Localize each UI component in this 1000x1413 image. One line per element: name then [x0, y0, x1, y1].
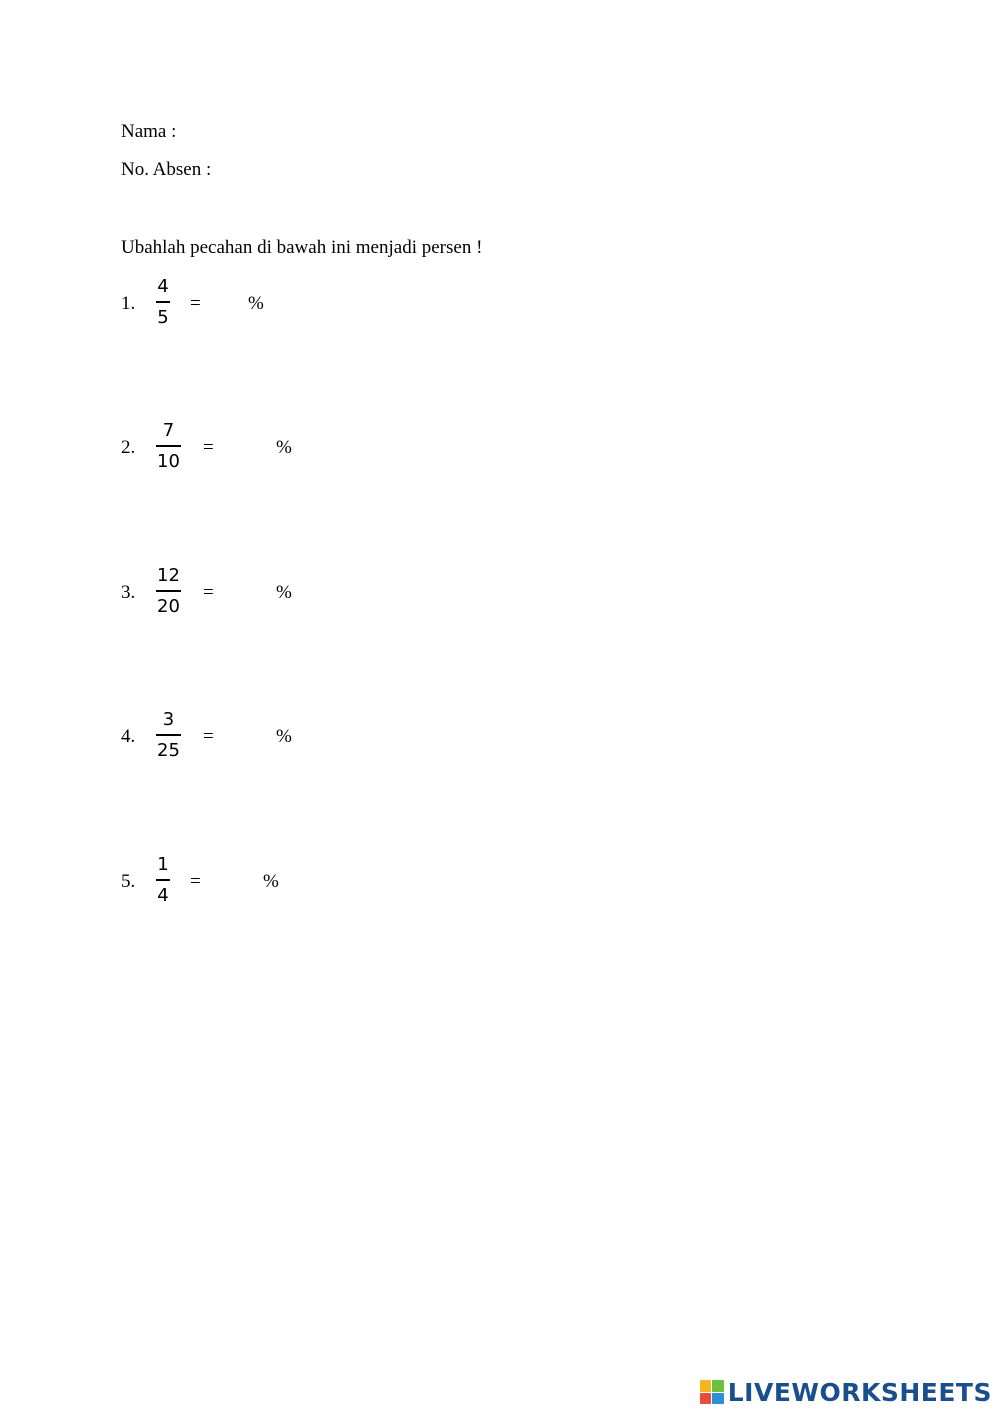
problem-number: 4. — [121, 726, 136, 747]
instruction-text: Ubahlah pecahan di bawah ini menjadi persen ! — [121, 237, 483, 258]
fraction-bar — [156, 445, 181, 447]
percent-sign: % — [276, 582, 292, 603]
fraction — [156, 420, 181, 473]
problem-number: 2. — [121, 437, 136, 458]
numerator: 4 — [157, 276, 169, 297]
denominator: 5 — [157, 307, 169, 328]
logo-square — [712, 1393, 724, 1405]
denominator: 20 — [157, 596, 180, 617]
fraction-bar — [156, 734, 181, 736]
problem-number: 1. — [121, 293, 136, 314]
numerator: 7 — [162, 420, 175, 441]
problem-number: 5. — [121, 871, 136, 892]
denominator: 4 — [157, 885, 169, 906]
problem-number: 3. — [121, 582, 136, 603]
denominator: 25 — [157, 740, 180, 761]
logo-square — [700, 1393, 712, 1405]
problem-1 — [121, 276, 521, 332]
percent-sign: % — [276, 437, 292, 458]
fraction — [156, 854, 170, 907]
numerator: 1 — [157, 854, 169, 875]
percent-sign: % — [248, 293, 264, 314]
problem-3 — [121, 565, 521, 621]
equals-sign: = — [190, 293, 201, 314]
absen-label: No. Absen : — [121, 159, 212, 180]
fraction — [156, 709, 181, 762]
name-label: Nama : — [121, 121, 177, 142]
numerator: 12 — [157, 565, 180, 586]
equals-sign: = — [203, 437, 214, 458]
fraction — [156, 276, 170, 329]
liveworksheets-logo-icon — [700, 1380, 724, 1404]
problem-5 — [121, 854, 521, 910]
equals-sign: = — [203, 726, 214, 747]
numerator: 3 — [162, 709, 175, 730]
equals-sign: = — [203, 582, 214, 603]
logo-square — [700, 1380, 712, 1392]
denominator: 10 — [157, 451, 180, 472]
fraction-bar — [156, 590, 181, 592]
problem-2 — [121, 420, 521, 476]
fraction — [156, 565, 181, 618]
liveworksheets-watermark[interactable] — [700, 1377, 992, 1407]
watermark-text: LIVEWORKSHEETS — [727, 1377, 992, 1407]
percent-sign: % — [276, 726, 292, 747]
equals-sign: = — [190, 871, 201, 892]
fraction-bar — [156, 879, 170, 881]
logo-square — [712, 1380, 724, 1392]
percent-sign: % — [263, 871, 279, 892]
problem-4 — [121, 709, 521, 765]
fraction-bar — [156, 301, 170, 303]
